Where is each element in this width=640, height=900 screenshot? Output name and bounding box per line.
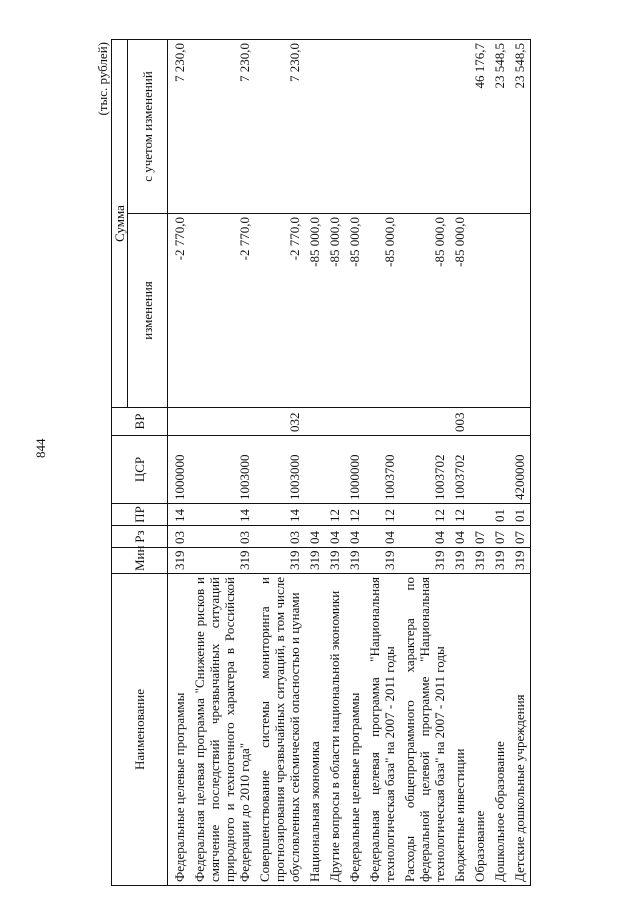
cell-name: Федеральные целевые программы: [168, 574, 191, 886]
header-pr: ПР: [112, 504, 168, 526]
cell-change: [490, 214, 510, 408]
cell-min: 319: [365, 548, 400, 574]
cell-rz: 07: [490, 526, 510, 548]
cell-min: 319: [400, 548, 450, 574]
cell-vr: [510, 408, 531, 436]
cell-csr: 1000000: [168, 436, 191, 504]
cell-vr: [305, 408, 325, 436]
cell-change: [510, 214, 531, 408]
cell-change: -85 000,0: [365, 214, 400, 408]
rotated-page-content: [95, 40, 575, 886]
table-row: [305, 40, 325, 886]
cell-name: Федеральная целевая программа "Снижение рисков и смягчение последствий чрезвычайных ситуаций природного и техногенного характера в Российской Федерации до 2010 года": [190, 574, 255, 886]
cell-pr: 14: [168, 504, 191, 526]
cell-name: Образование: [470, 574, 490, 886]
cell-rz: 03: [190, 526, 255, 548]
cell-change: -2 770,0: [255, 214, 305, 408]
cell-csr: [490, 436, 510, 504]
table-row: [470, 40, 490, 886]
cell-total: [325, 40, 345, 214]
cell-vr: [325, 408, 345, 436]
cell-name: Совершенствование системы мониторинга и прогнозирования чрезвычайных ситуаций, в том числе обусловленных сейсмической опасностью и цунами: [255, 574, 305, 886]
cell-name: Расходы общепрограммного характера по федеральной целевой программе "Национальная технологическая база" на 2007 - 2011 годы: [400, 574, 450, 886]
cell-change: -85 000,0: [345, 214, 365, 408]
table-row: [255, 40, 305, 886]
cell-name: Бюджетные инвестиции: [450, 574, 470, 886]
cell-min: 319: [490, 548, 510, 574]
table-row: [365, 40, 400, 886]
cell-csr: 4200000: [510, 436, 531, 504]
table-row: [325, 40, 345, 886]
cell-csr: 1003700: [365, 436, 400, 504]
cell-total: [345, 40, 365, 214]
cell-rz: 04: [400, 526, 450, 548]
cell-total: [305, 40, 325, 214]
cell-total: 46 176,7: [470, 40, 490, 214]
cell-min: 319: [470, 548, 490, 574]
table-row: [345, 40, 365, 886]
cell-change: -85 000,0: [325, 214, 345, 408]
cell-name: Национальная экономика: [305, 574, 325, 886]
cell-min: 319: [510, 548, 531, 574]
table-row: [450, 40, 470, 886]
cell-rz: 04: [305, 526, 325, 548]
header-s-uchetom: с учетом изменений: [128, 40, 168, 214]
header-summa: Сумма: [112, 40, 128, 408]
cell-total: 23 548,5: [490, 40, 510, 214]
header-izmeneniya: изменения: [128, 214, 168, 408]
cell-total: [365, 40, 400, 214]
cell-vr: [400, 408, 450, 436]
cell-rz: 04: [450, 526, 470, 548]
cell-pr: 01: [510, 504, 531, 526]
cell-vr: [190, 408, 255, 436]
cell-vr: [345, 408, 365, 436]
cell-pr: 12: [345, 504, 365, 526]
table-row: [400, 40, 450, 886]
cell-pr: 12: [325, 504, 345, 526]
cell-csr: 1003000: [255, 436, 305, 504]
cell-total: 7 230,0: [168, 40, 191, 214]
cell-rz: 04: [345, 526, 365, 548]
table-row: [168, 40, 191, 886]
cell-pr: 14: [190, 504, 255, 526]
cell-name: Федеральные целевые программы: [345, 574, 365, 886]
cell-vr: 032: [255, 408, 305, 436]
table-row: [510, 40, 531, 886]
budget-table: [111, 39, 531, 886]
cell-vr: [168, 408, 191, 436]
cell-min: 319: [305, 548, 325, 574]
cell-total: 7 230,0: [190, 40, 255, 214]
cell-name: Дошкольное образование: [490, 574, 510, 886]
table-row: [490, 40, 510, 886]
cell-vr: 003: [450, 408, 470, 436]
cell-csr: 1000000: [345, 436, 365, 504]
cell-pr: 14: [255, 504, 305, 526]
cell-rz: 04: [365, 526, 400, 548]
cell-pr: [470, 504, 490, 526]
cell-csr: 1003702: [450, 436, 470, 504]
cell-name: Детские дошкольные учреждения: [510, 574, 531, 886]
cell-vr: [470, 408, 490, 436]
header-vr: ВР: [112, 408, 168, 436]
cell-change: -85 000,0: [450, 214, 470, 408]
cell-min: 319: [190, 548, 255, 574]
header-csr: ЦСР: [112, 436, 168, 504]
cell-min: 319: [325, 548, 345, 574]
cell-csr: 1003702: [400, 436, 450, 504]
header-rz: Рз: [112, 526, 168, 548]
cell-rz: 03: [255, 526, 305, 548]
cell-pr: 12: [365, 504, 400, 526]
cell-rz: 07: [470, 526, 490, 548]
cell-name: Другие вопросы в области национальной экономики: [325, 574, 345, 886]
cell-change: -2 770,0: [168, 214, 191, 408]
units-label: (тыс. рублей): [95, 42, 110, 116]
cell-rz: 07: [510, 526, 531, 548]
cell-rz: 04: [325, 526, 345, 548]
header-min: Мин: [112, 548, 168, 574]
cell-csr: [325, 436, 345, 504]
cell-min: 319: [345, 548, 365, 574]
cell-vr: [365, 408, 400, 436]
cell-min: 319: [168, 548, 191, 574]
cell-min: 319: [255, 548, 305, 574]
header-name: Наименование: [112, 574, 168, 886]
cell-total: 23 548,5: [510, 40, 531, 214]
cell-change: -2 770,0: [190, 214, 255, 408]
cell-change: [470, 214, 490, 408]
cell-total: 7 230,0: [255, 40, 305, 214]
cell-total: [400, 40, 450, 214]
cell-vr: [490, 408, 510, 436]
table-body: [168, 40, 531, 886]
cell-pr: [305, 504, 325, 526]
cell-csr: 1003000: [190, 436, 255, 504]
cell-change: -85 000,0: [400, 214, 450, 408]
cell-total: [450, 40, 470, 214]
cell-pr: 12: [450, 504, 470, 526]
page-number: 844: [33, 438, 48, 458]
cell-change: -85 000,0: [305, 214, 325, 408]
table-row: [190, 40, 255, 886]
cell-rz: 03: [168, 526, 191, 548]
cell-pr: 12: [400, 504, 450, 526]
cell-csr: [305, 436, 325, 504]
cell-csr: [470, 436, 490, 504]
cell-min: 319: [450, 548, 470, 574]
cell-name: Федеральная целевая программа "Национальная технологическая база" на 2007 - 2011 годы: [365, 574, 400, 886]
cell-pr: 01: [490, 504, 510, 526]
